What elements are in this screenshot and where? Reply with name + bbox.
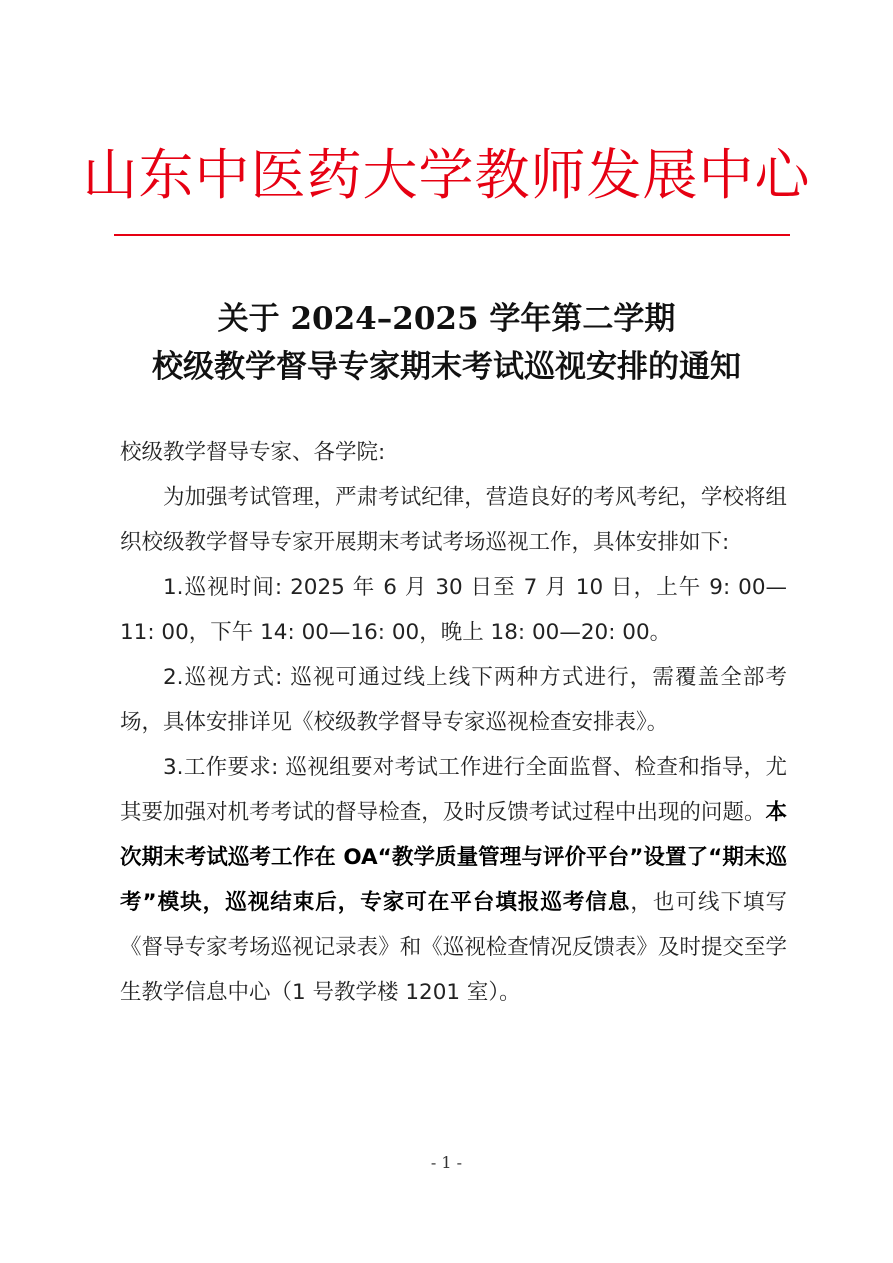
header-red-rule — [114, 234, 790, 236]
notice-title-line-2: 校级教学督导专家期末考试巡视安排的通知 — [152, 349, 741, 385]
item-patrol-method: 2.巡视方式: 巡视可通过线上线下两种方式进行，需覆盖全部考场，具体安排详见《校级教学督导专家巡视检查安排表》。 — [120, 665, 787, 735]
work-requirements-text: 3.工作要求: 巡视组要对考试工作进行全面监督、检查和指导，尤其要加强对机考考试的督导检查，及时反馈考试过程中出现的问题。 — [120, 755, 787, 825]
notice-title-line-1: 关于 2024–2025 学年第二学期 — [217, 301, 676, 337]
work-requirements-submission: ，也可线下填写《督导专家考场巡视记录表》和《巡视检查情况反馈表》及时提交至学生教学信息中心（1 号教学楼 1201 室）。 — [120, 890, 787, 1005]
item-patrol-time: 1.巡视时间: 2025 年 6 月 30 日至 7 月 10 日，上午 9: 00—11: 00，下午 14: 00—16: 00，晚上 18: 00—20: 00。 — [120, 575, 787, 645]
work-requirements-emphasis: 本次期末考试巡考工作在 OA“教学质量管理与评价平台”设置了“期末巡考”模块，巡视结束后，专家可在平台填报巡考信息 — [120, 800, 787, 915]
salutation: 校级教学督导专家、各学院: — [120, 440, 386, 465]
intro-paragraph: 为加强考试管理，严肃考试纪律，营造良好的考风考纪，学校将组织校级教学督导专家开展期末考试考场巡视工作，具体安排如下: — [120, 485, 787, 555]
item-work-requirements — [120, 745, 787, 1015]
page-number: - 1 - — [430, 1153, 463, 1172]
organization-header-title: 山东中医药大学教师发展中心 — [82, 143, 811, 207]
notice-body — [120, 430, 787, 1015]
